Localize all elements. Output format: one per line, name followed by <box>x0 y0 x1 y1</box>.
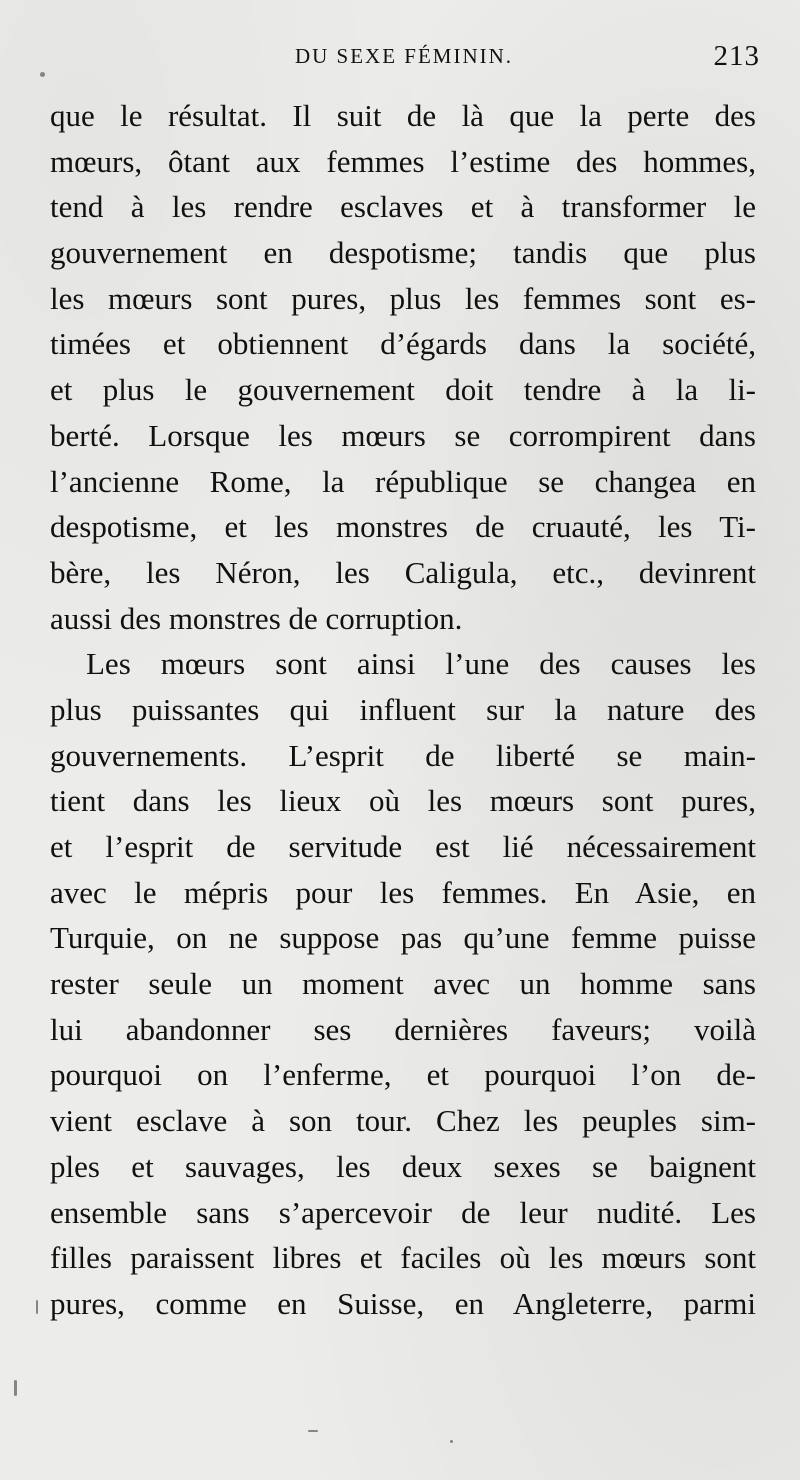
text-line: ples et sauvages, les deux sexes se baignent <box>50 1148 756 1184</box>
text-line: les mœurs sont pures, plus les femmes sont es- <box>50 280 756 316</box>
text-line: rester seule un moment avec un homme sans <box>50 966 756 1002</box>
text-line: gouvernement en despotisme; tandis que plus <box>50 235 756 271</box>
text-line: Les mœurs sont ainsi l’une des causes les <box>86 646 756 682</box>
text-line: mœurs, ôtant aux femmes l’estime des hommes, <box>50 143 756 179</box>
page-number: 213 <box>713 40 760 72</box>
paragraph-1 <box>50 93 756 641</box>
text-line: et l’esprit de servitude est lié nécessairement <box>50 829 756 864</box>
text-line: tient dans les lieux où les mœurs sont pures, <box>50 783 756 819</box>
print-speck <box>40 72 45 77</box>
text-line: avec le mépris pour les femmes. En Asie, en <box>50 874 756 910</box>
text-line: ensemble sans s’apercevoir de leur nudité. Les <box>50 1194 756 1230</box>
body-text <box>50 93 756 1327</box>
paragraph-2 <box>50 641 756 1326</box>
print-speck <box>14 1380 17 1396</box>
print-speck <box>36 1300 38 1314</box>
text-line: despotisme, et les monstres de cruauté, les Ti- <box>50 509 756 545</box>
text-line: aussi des monstres de corruption. <box>50 600 463 636</box>
text-line: timées et obtiennent d’égards dans la société, <box>50 326 756 362</box>
running-head: DU SEXE FÉMININ. <box>294 44 514 68</box>
text-line: tend à les rendre esclaves et à transformer le <box>50 189 756 225</box>
text-line: et plus le gouvernement doit tendre à la li- <box>50 372 756 408</box>
text-line: bère, les Néron, les Caligula, etc., devinrent <box>50 554 756 590</box>
text-line: que le résultat. Il suit de là que la perte des <box>50 98 756 133</box>
text-line: lui abandonner ses dernières faveurs; voilà <box>50 1011 756 1047</box>
text-line: vient esclave à son tour. Chez les peuples sim- <box>50 1103 756 1139</box>
text-line: pures, comme en Suisse, en Angleterre, parmi <box>50 1285 756 1321</box>
text-line: pourquoi on l’enferme, et pourquoi l’on de- <box>50 1057 756 1093</box>
text-line: Turquie, on ne suppose pas qu’une femme puisse <box>50 920 756 956</box>
text-line: gouvernements. L’esprit de liberté se main- <box>50 737 756 773</box>
page-header <box>48 40 760 84</box>
text-line: plus puissantes qui influent sur la nature des <box>50 691 756 727</box>
text-line: filles paraissent libres et faciles où les mœurs sont <box>50 1240 756 1276</box>
print-speck <box>450 1440 453 1443</box>
print-speck <box>308 1430 318 1432</box>
text-line: l’ancienne Rome, la république se changea en <box>50 463 756 499</box>
text-line: berté. Lorsque les mœurs se corrompirent dans <box>50 417 756 453</box>
